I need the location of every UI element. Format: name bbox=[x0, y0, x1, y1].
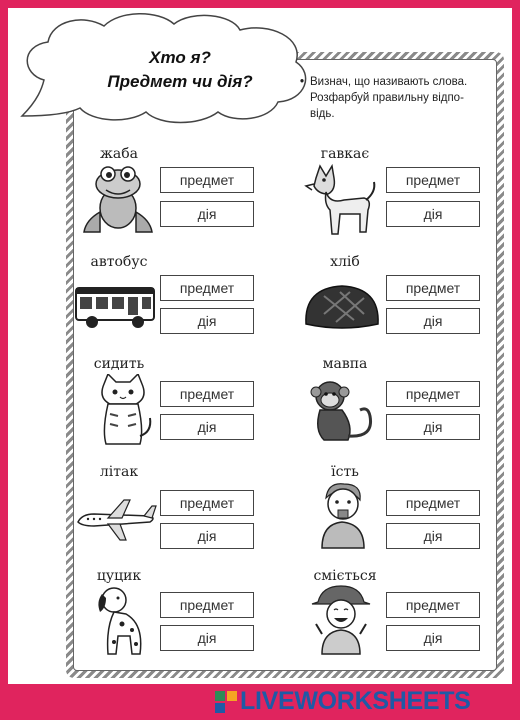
item-word: хліб bbox=[330, 254, 360, 270]
noun-option-button[interactable]: предмет bbox=[386, 381, 480, 407]
frog-picture bbox=[78, 160, 158, 236]
barking-dog-picture bbox=[302, 160, 378, 238]
noun-option-button[interactable]: предмет bbox=[160, 490, 254, 516]
instruction-text bbox=[300, 74, 506, 122]
bread-picture bbox=[302, 280, 382, 334]
item-word: сміється bbox=[313, 568, 377, 584]
item-word: сидить bbox=[93, 356, 145, 372]
verb-option-button[interactable]: дія bbox=[386, 625, 480, 651]
title-line-1: Хто я? bbox=[149, 48, 211, 67]
item-word: мавпа bbox=[322, 356, 368, 372]
item-word: гавкає bbox=[320, 146, 370, 162]
verb-option-button[interactable]: дія bbox=[160, 414, 254, 440]
noun-option-button[interactable]: предмет bbox=[386, 490, 480, 516]
noun-option-button[interactable]: предмет bbox=[160, 167, 254, 193]
bus-picture bbox=[74, 284, 158, 330]
liveworksheets-logo-icon bbox=[214, 690, 238, 714]
verb-option-button[interactable]: дія bbox=[386, 201, 480, 227]
airplane-picture bbox=[74, 496, 158, 542]
puppy-picture bbox=[92, 584, 152, 656]
worksheet-title bbox=[80, 46, 280, 94]
verb-option-button[interactable]: дія bbox=[160, 625, 254, 651]
verb-option-button[interactable]: дія bbox=[160, 523, 254, 549]
verb-option-button[interactable]: дія bbox=[160, 308, 254, 334]
verb-option-button[interactable]: дія bbox=[386, 523, 480, 549]
item-word: цуцик bbox=[96, 568, 142, 584]
noun-option-button[interactable]: предмет bbox=[160, 381, 254, 407]
item-word: автобус bbox=[90, 254, 148, 270]
eating-boy-picture bbox=[312, 480, 374, 550]
monkey-picture bbox=[304, 376, 378, 448]
instruction-bullet: • bbox=[300, 76, 305, 88]
noun-option-button[interactable]: предмет bbox=[160, 592, 254, 618]
instruction-line: Визнач, що називають слова. bbox=[310, 76, 468, 88]
verb-option-button[interactable]: дія bbox=[386, 308, 480, 334]
item-word: їсть bbox=[331, 464, 359, 480]
laughing-girl-picture bbox=[308, 584, 374, 656]
liveworksheets-brand: LIVEWORKSHEETS bbox=[240, 687, 471, 715]
noun-option-button[interactable]: предмет bbox=[386, 167, 480, 193]
title-line-2: Предмет чи дія? bbox=[107, 72, 253, 91]
sitting-kitten-picture bbox=[92, 374, 154, 448]
item-word: літак bbox=[99, 464, 139, 480]
verb-option-button[interactable]: дія bbox=[160, 201, 254, 227]
item-word: жаба bbox=[99, 146, 138, 162]
noun-option-button[interactable]: предмет bbox=[386, 592, 480, 618]
instruction-line: відь. bbox=[310, 108, 335, 120]
instruction-line: Розфарбуй правильну відпо- bbox=[310, 92, 464, 104]
noun-option-button[interactable]: предмет bbox=[386, 275, 480, 301]
worksheet-page bbox=[8, 8, 512, 684]
liveworksheets-footer bbox=[214, 684, 514, 716]
verb-option-button[interactable]: дія bbox=[386, 414, 480, 440]
noun-option-button[interactable]: предмет bbox=[160, 275, 254, 301]
